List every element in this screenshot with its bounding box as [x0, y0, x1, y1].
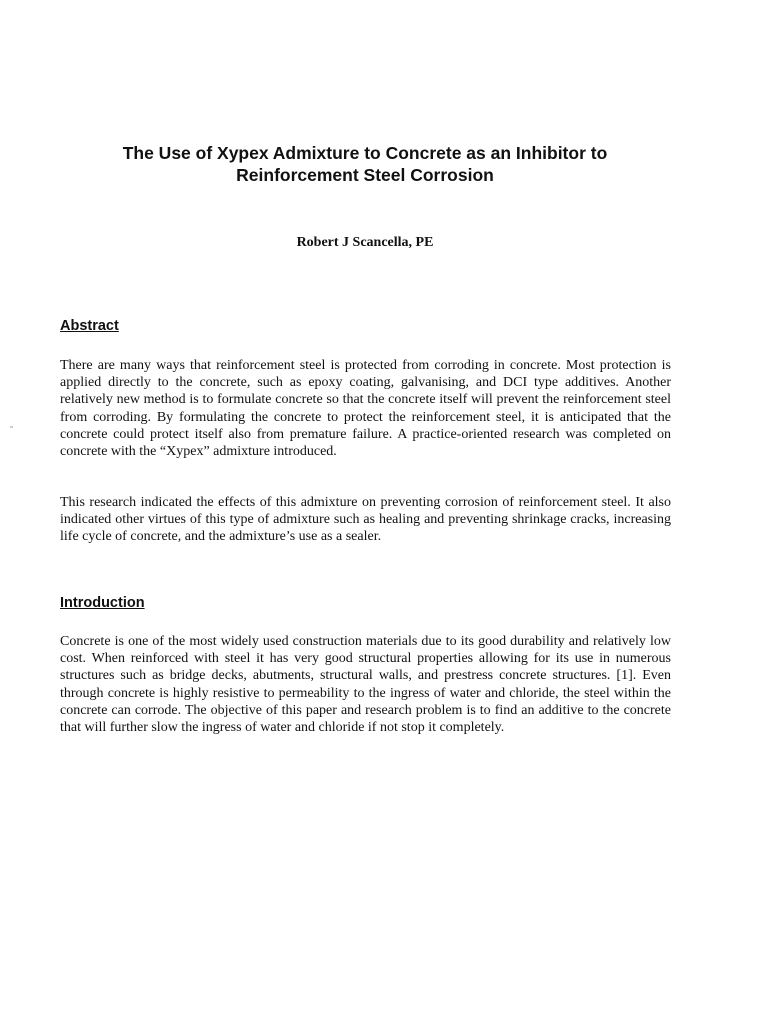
introduction-heading: Introduction	[60, 595, 145, 611]
paper-title-line-1: The Use of Xypex Admixture to Concrete as an Inhibitor to	[122, 143, 608, 163]
scan-speck	[10, 426, 13, 428]
paper-title-line-2: Reinforcement Steel Corrosion	[236, 165, 494, 185]
abstract-paragraph-2: This research indicated the effects of this admixture on preventing corrosion of reinforcement steel. It also indicated other virtues of this type of admixture such as healing and preventing shrinkage cracks, increasing life cycle of concrete, and the admixture’s use as a sealer.	[60, 495, 671, 545]
author-name: Robert J Scancella, PE	[296, 235, 434, 250]
introduction-paragraph-1: Concrete is one of the most widely used construction materials due to its good durability and relatively low cost. When reinforced with steel it has very good structural properties allowing for its use in numerous structures such as bridge decks, abutments, structural walls, and prestress concrete structures. [1]. Even through concrete is highly resistive to permeability to the ingress of water and chloride, the steel within the concrete can corrode. The objective of this paper and research problem is to find an additive to the concrete that will further slow the ingress of water and chloride if not stop it completely.	[60, 634, 671, 736]
paper-title	[60, 142, 670, 186]
abstract-paragraph-1: There are many ways that reinforcement steel is protected from corroding in concrete. Most protection is applied directly to the concrete, such as epoxy coating, galvanising, and DCI type additives. Another relatively new method is to formulate concrete so that the concrete itself will prevent the reinforcement steel from corroding. By formulating the concrete to protect the reinforcement steel, it is anticipated that the concrete could protect itself also from premature failure. A practice-oriented research was completed on concrete with the “Xypex” admixture introduced.	[60, 358, 671, 460]
abstract-heading: Abstract	[60, 318, 119, 334]
